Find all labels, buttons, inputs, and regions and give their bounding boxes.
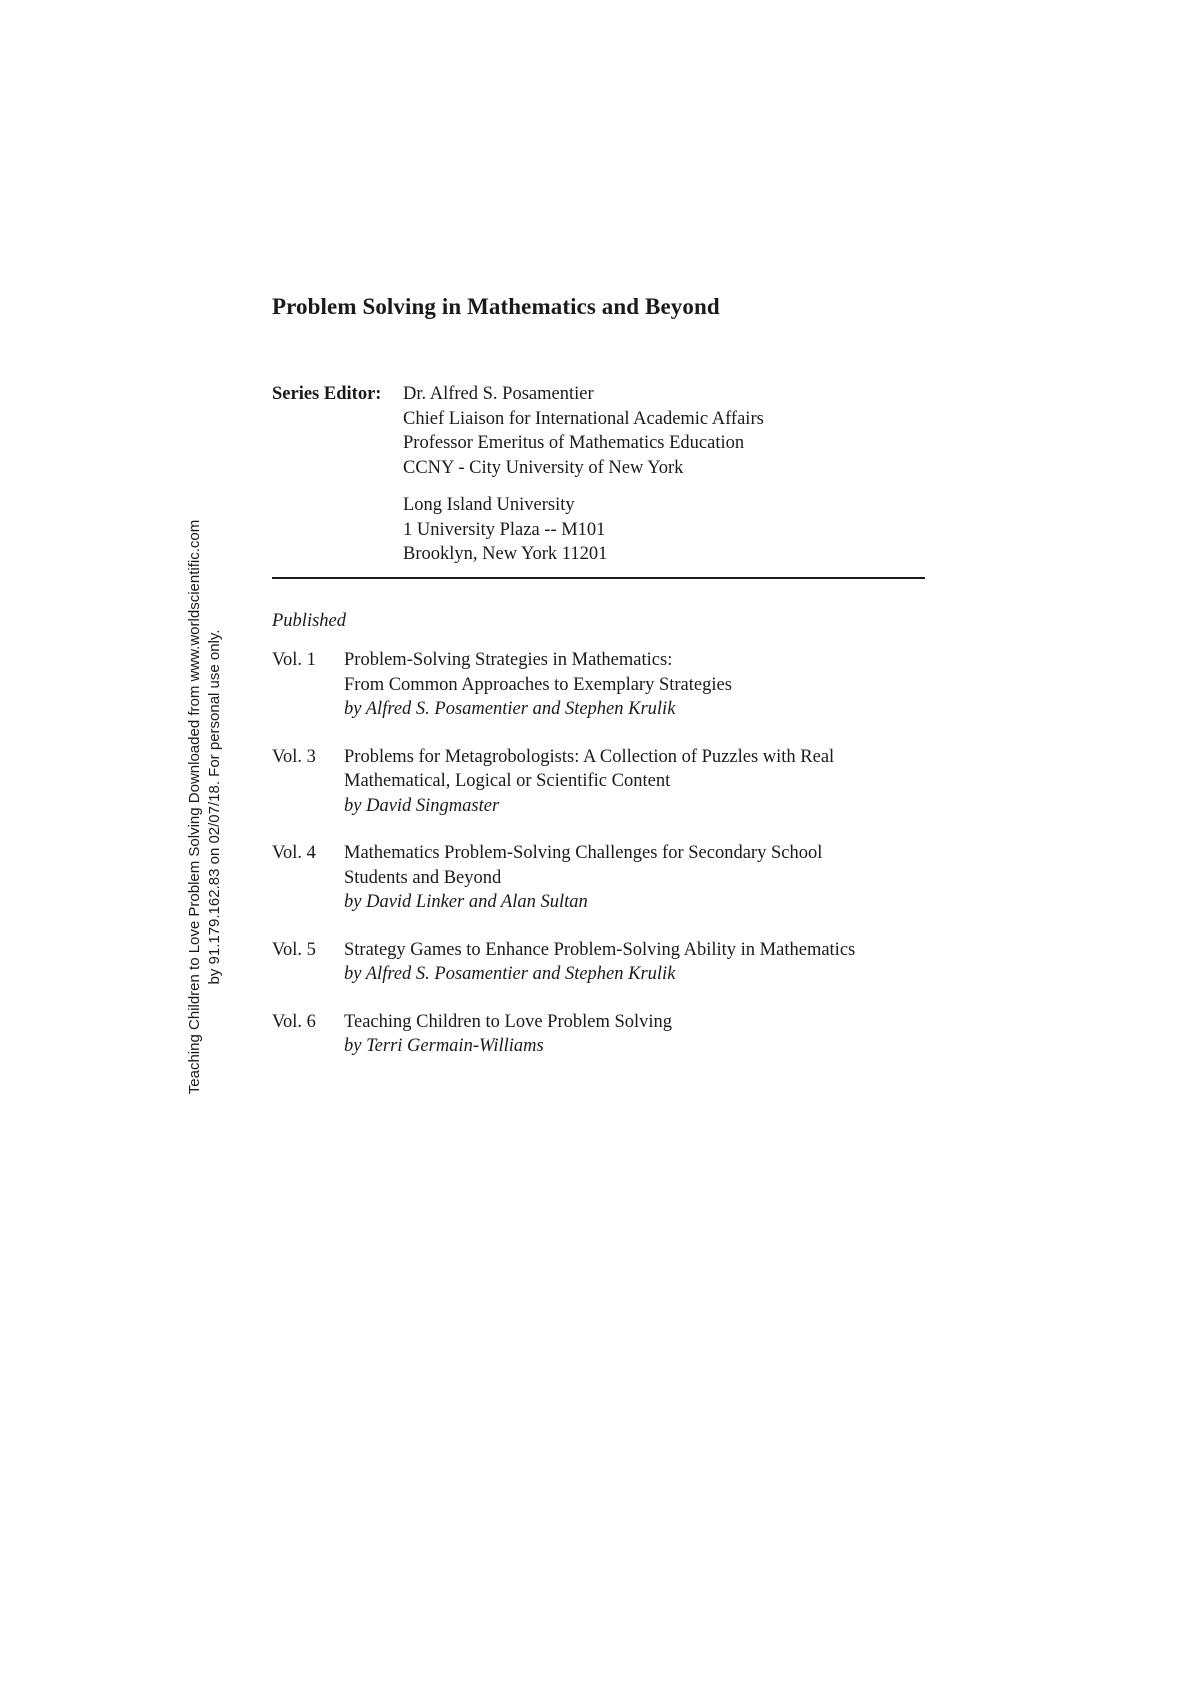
volume-author: by Alfred S. Posamentier and Stephen Krulik <box>344 699 676 719</box>
volume-entry <box>272 938 855 987</box>
volume-entry <box>272 1010 855 1059</box>
editor-address-university: Long Island University <box>403 495 575 515</box>
watermark-line-2: by 91.179.162.83 on 02/07/18. For personal use only. <box>206 629 223 985</box>
editor-position: Chief Liaison for International Academic Affairs <box>403 408 764 429</box>
series-editor-label: Series Editor: <box>272 384 382 404</box>
published-heading: Published <box>272 611 346 631</box>
volume-number: Vol. 5 <box>272 939 316 960</box>
volume-entry <box>272 648 855 722</box>
editor-title: Professor Emeritus of Mathematics Education <box>403 433 745 453</box>
volume-title-line: Problem-Solving Strategies in Mathematics: <box>344 650 673 670</box>
volume-title-line: Mathematics Problem-Solving Challenges for Secondary School <box>344 843 823 863</box>
volume-entry <box>272 745 855 819</box>
volume-author: by David Singmaster <box>344 795 500 816</box>
volume-title-line: From Common Approaches to Exemplary Strategies <box>344 674 732 695</box>
volume-title-line: Teaching Children to Love Problem Solving <box>344 1011 673 1032</box>
series-title: Problem Solving in Mathematics and Beyond <box>272 294 720 319</box>
volume-title-line: Strategy Games to Enhance Problem-Solving Ability in Mathematics <box>344 939 856 960</box>
volume-title-line: Students and Beyond <box>344 867 502 888</box>
volume-number: Vol. 6 <box>272 1011 316 1032</box>
volume-list <box>272 648 855 1082</box>
volume-author: by David Linker and Alan Sultan <box>344 892 588 912</box>
volume-number: Vol. 4 <box>272 843 316 863</box>
volume-title-line: Problems for Metagrobologists: A Collection of Puzzles with Real <box>344 746 835 767</box>
volume-number: Vol. 3 <box>272 746 316 767</box>
horizontal-rule <box>272 577 925 579</box>
download-watermark <box>185 507 225 1107</box>
editor-address-street: 1 University Plaza -- M101 <box>403 519 606 540</box>
editor-institution: CCNY - City University of New York <box>403 457 684 478</box>
volume-author: by Alfred S. Posamentier and Stephen Krulik <box>344 964 676 984</box>
volume-title-line: Mathematical, Logical or Scientific Content <box>344 771 671 791</box>
editor-address-city: Brooklyn, New York 11201 <box>403 544 608 564</box>
editor-name: Dr. Alfred S. Posamentier <box>403 384 594 404</box>
watermark-line-1: Teaching Children to Love Problem Solving Downloaded from www.worldscientific.com <box>186 519 203 1095</box>
series-editor-details <box>403 382 764 567</box>
volume-author: by Terri Germain-Williams <box>344 1036 544 1056</box>
volume-entry <box>272 841 855 915</box>
volume-number: Vol. 1 <box>272 650 316 670</box>
